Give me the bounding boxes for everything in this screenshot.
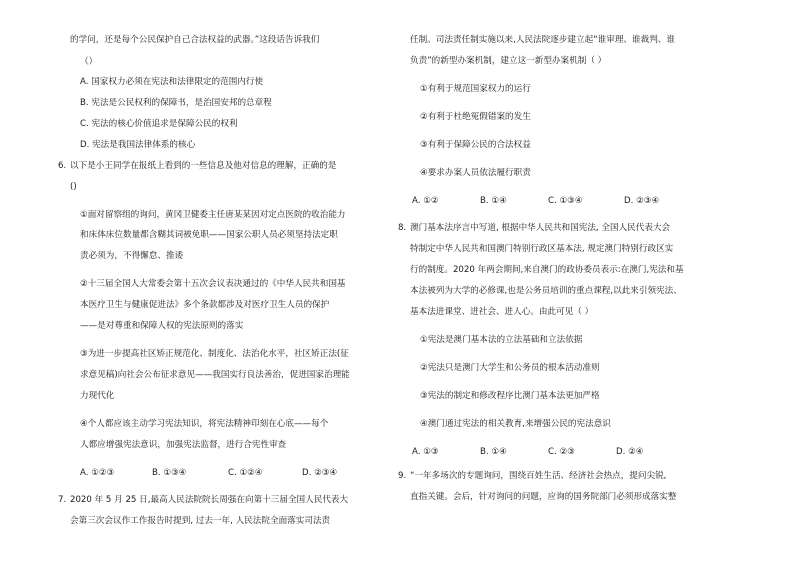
question-text-line: 本法被列为大学的必修课,也是公务员培训的重点课程,以此来引领宪法、 [410,286,682,296]
option-a: A. ①② [412,196,439,206]
question-9-stem [398,470,667,482]
question-text-line: 特制定中华人民共和国澳门特别行政区基本法, 规定澳门特别行政区实 [410,244,674,254]
statement-4: ④要求办案人员依法履行职责 [420,168,531,178]
answer-bracket: （） [80,57,98,67]
option-b: B. 宪法是公民权利的保障书，是治国安邦的总章程 [80,98,272,108]
statement-1: ①宪法是澳门基本法的立法基础和立法依据 [420,335,583,345]
option-d: D. 宪法是我国法律体系的核心 [80,140,196,150]
statement-4: ④澳门通过宪法的相关教育,来增强公民的宪法意识 [420,419,611,429]
statement-1-line: ①面对留察组的询问，黄冈卫健委主任唐某某因对定点医院的收治能力 [80,210,346,220]
option-d: D. ②④ [616,447,644,457]
statement-2-line: 本医疗卫生与健康促进法》多个条款都涉及对医疗卫生人员的保护 [80,300,330,310]
question-7-stem [58,494,349,506]
option-a: A. 国家权力必须在宪法和法律限定的范围内行使 [80,77,264,87]
statement-1-line: 责必须为，不得懈怠、推诿 [80,251,184,261]
question-text-line: 会第三次会议作工作报告时提到, 过去一年, 人民法院全面落实司法责 [70,516,331,526]
question-text-line: 直指关键。会后，针对询问的问题，应询的国务院部门必须形成落实整 [410,492,677,502]
statement-2-line: ②十三届全国人大常委会第十五次会议表决通过的《中华人民共和国基 [80,279,346,289]
statement-3-line: 力现代化 [80,391,115,401]
option-c: C. 宪法的核心价值追求是保障公民的权利 [80,119,238,129]
question-text: 以下是小王同学在报纸上看到的一些信息及他对信息的理解，正确的是 [70,161,337,171]
option-d: D. ②③④ [302,468,338,478]
question-continuation-line: 的学问，还是每个公民保护自己合法权益的武器。”这段话告诉我们 [70,35,320,45]
question-number: 8. [398,223,407,233]
question-text: “一年多场次的专题询问，围绕百姓生活、经济社会热点，提问尖锐, [410,471,667,481]
question-continuation-line: 任制。司法责任制实施以来,人民法院逐步建立起“谁审理、谁裁判、谁 [410,35,675,45]
question-text-line: 基本法进课堂、进社会、进人心。由此可见（ ） [410,307,594,317]
option-c: C. ②③ [548,447,575,457]
option-c: C. ①③④ [548,196,583,206]
statement-3: ③宪法的制定和修改程序比澳门基本法更加严格 [420,391,600,401]
option-c: C. ①②④ [228,468,263,478]
statement-3-line: 求意见稿)向社会公布征求意见——我国实行良法善治，促进国家治理能 [80,370,350,380]
option-a: A. ①②③ [80,468,115,478]
options-row [80,468,337,478]
statement-1-line: 和床体床位数量都含糊其词被免职——国家公职人员必须坚持法定职 [80,230,338,240]
options-row [412,196,659,206]
statement-4-line: 人都应增强宪法意识，加强宪法监督，进行合宪性审查 [80,440,287,450]
option-b: B. ①③④ [152,468,187,478]
option-b: B. ①④ [480,447,507,457]
options-row [412,447,644,457]
statement-4-line: ④个人都应该主动学习宪法知识，将宪法精神印刻在心底——每个 [80,419,329,429]
question-number: 7. [58,495,67,505]
option-a: A. ①③ [412,447,439,457]
question-number: 6. [58,161,67,171]
statement-2: ②宪法只是澳门大学生和公务员的根本活动准则 [420,363,600,373]
question-6-stem [58,160,337,172]
question-continuation-line: 负责”的新型办案机制，建立这一新型办案机制（ ） [410,56,607,66]
option-b: B. ①④ [480,196,507,206]
statement-2: ②有利于杜绝冤假错案的发生 [420,112,531,122]
statement-1: ①有利于规范国家权力的运行 [420,84,531,94]
option-d: D. ②③④ [624,196,660,206]
question-text: 2020 年 5 月 25 日,最高人民法院院长周强在向第十三届全国人民代表大 [70,495,349,505]
question-text: 澳门基本法序言中写道, 根据中华人民共和国宪法, 全国人民代表大会 [410,223,671,233]
answer-bracket: () [70,182,77,192]
question-text-line: 行的制度。2020 年两会期间,来自澳门的政协委员表示:在澳门,宪法和基 [410,265,684,275]
statement-2-line: ——是对尊重和保障人权的宪法原则的落实 [80,321,244,331]
statement-3-line: ③为进一步提高社区矫正规范化、制度化、法治化水平，社区矫正法(征 [80,349,349,359]
question-number: 9. [398,471,407,481]
statement-3: ③有利于保障公民的合法权益 [420,140,531,150]
question-8-stem [398,222,671,234]
